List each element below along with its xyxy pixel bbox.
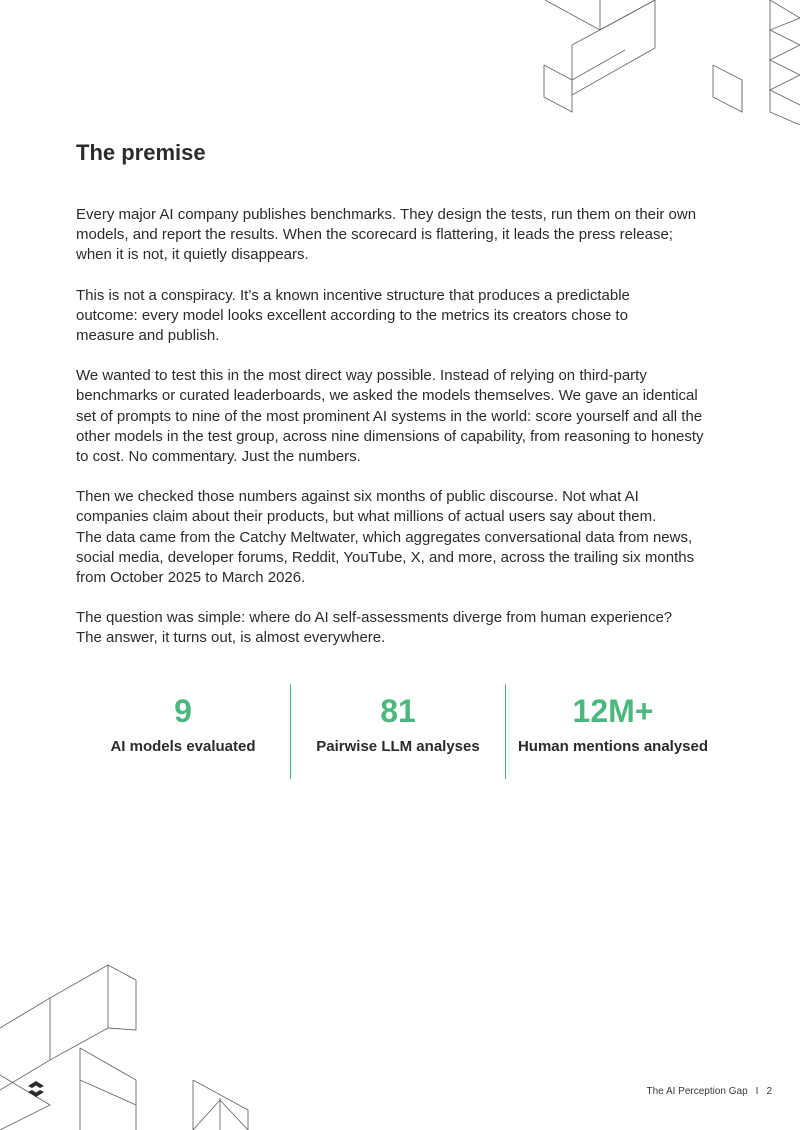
- paragraph: Every major AI company publishes benchmarks. They design the tests, run them on their own models, and report the results. When the scorecard is flattering, it leads the press release; when it is not, it quietly disappears.: [76, 206, 697, 264]
- page-number: 2: [766, 1086, 772, 1097]
- stat-models: [76, 684, 290, 779]
- page-footer: [646, 1086, 772, 1097]
- brand-logo-icon: [26, 1080, 46, 1098]
- page-title: The premise: [76, 140, 206, 165]
- stats-row: [76, 684, 720, 779]
- paragraph: This is not a conspiracy. It’s a known incentive structure that produces a predictable outcome: every model looks excellent according to the metrics its creators chose to measure and publish.: [76, 286, 630, 345]
- paragraph: The question was simple: where do AI self-assessments diverge from human experience? The answer, it turns out, is almost everywhere.: [76, 609, 673, 647]
- body-text: [76, 205, 736, 669]
- stat-value: 9: [174, 693, 192, 729]
- decorative-line-art-bottom: [0, 960, 260, 1130]
- footer-separator: I: [755, 1086, 759, 1097]
- stat-label: Pairwise LLM analyses: [316, 738, 480, 755]
- footer-title: The AI Perception Gap: [646, 1086, 748, 1097]
- stat-label: Human mentions analysed: [517, 738, 709, 755]
- decorative-line-art-top: [530, 0, 800, 125]
- stat-analyses: [290, 684, 505, 779]
- paragraph: We wanted to test this in the most direct way possible. Instead of relying on third-party benchmarks or curated leaderboards, we asked the models themselves. We gave an identical set of prompts to nine of the most prominent AI systems in the world: score yourself and all the other models in the test group, across nine dimensions of capability, from reasoning to honesty to cost. No commentary. Just the numbers.: [76, 367, 704, 466]
- stat-label: AI models evaluated: [110, 738, 256, 755]
- stat-value: 12M+: [572, 693, 654, 729]
- paragraph: Then we checked those numbers against six months of public discourse. Not what AI companies claim about their products, but what millions of actual users say about them. The data came from the Catchy Meltwater, which aggregates conversational data from news, social media, developer forums, Reddit, YouTube, X, and more, across the trailing six months from October 2025 to March 2026.: [76, 488, 695, 587]
- stat-value: 81: [380, 693, 416, 729]
- stat-mentions: [505, 684, 720, 779]
